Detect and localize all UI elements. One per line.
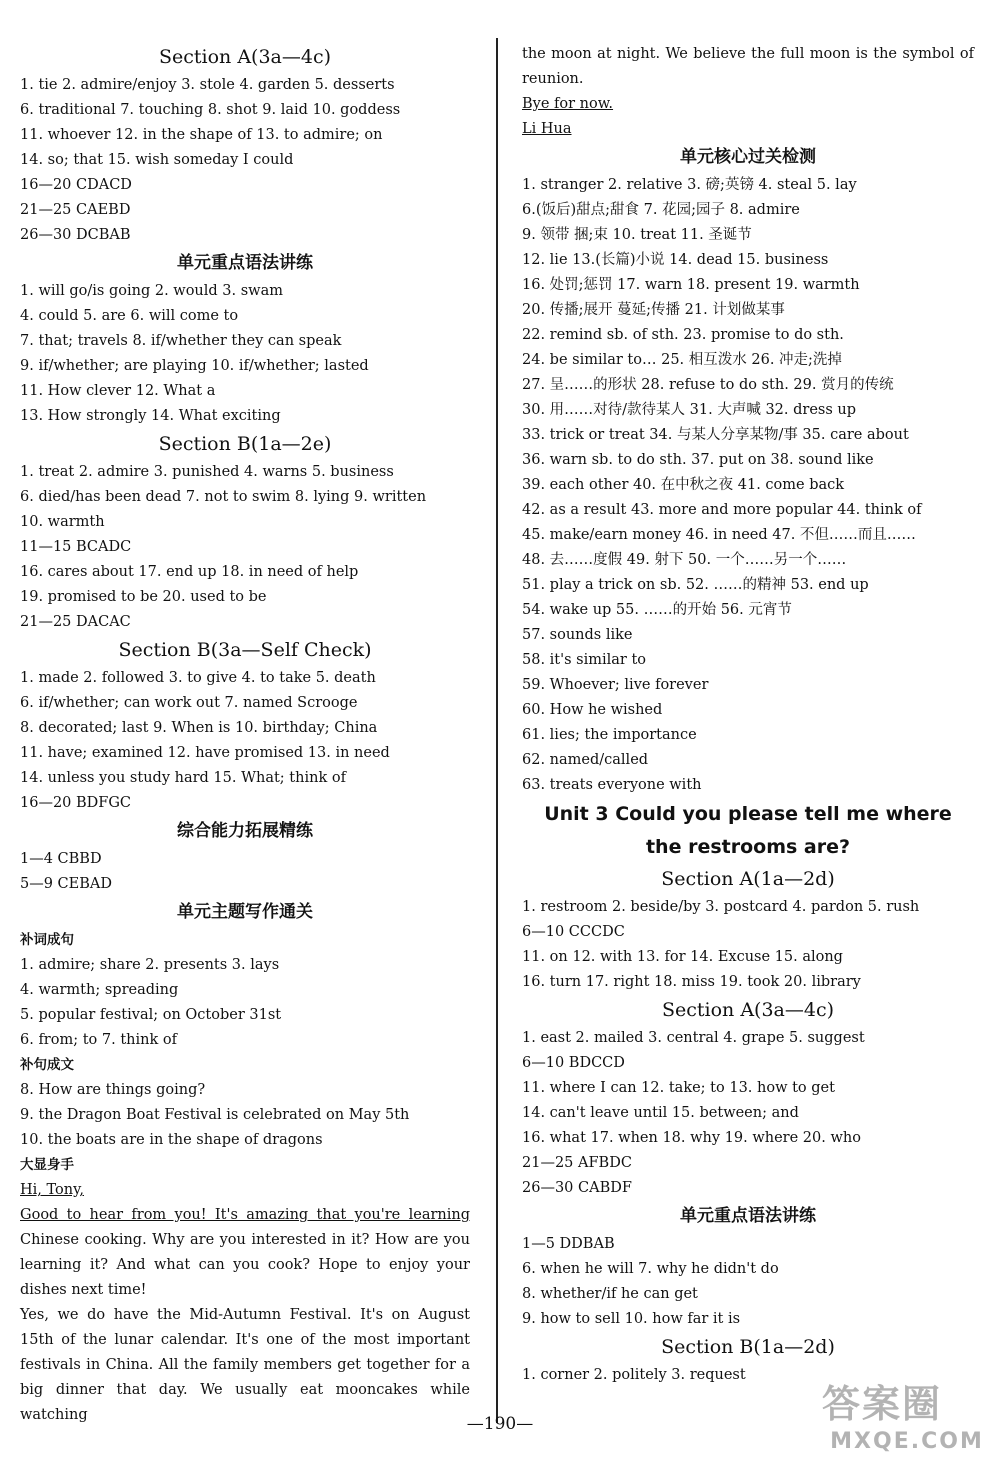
section-header: Section B(3a—Self Check): [118, 639, 372, 661]
answer-line: 1—5 DDBAB: [522, 1236, 615, 1252]
answer-line: 11. where I can 12. take; to 13. how to get: [522, 1080, 835, 1096]
answer-line: 1. corner 2. politely 3. request: [522, 1367, 746, 1383]
answer-line: 11. have; examined 12. have promised 13. in need: [20, 745, 390, 761]
letter-paragraph-2: [20, 1303, 470, 1428]
section-header: Section A(1a—2d): [661, 868, 835, 890]
answer-line: 9. if/whether; are playing 10. if/whether; lasted: [20, 358, 369, 374]
answer-line: 14. so; that 15. wish someday I could: [20, 152, 294, 168]
letter-paragraph-1: [20, 1203, 470, 1303]
answer-line: 11. How clever 12. What a: [20, 383, 216, 399]
answer-line: 48. 去……度假 49. 射下 50. 一个……另一个……: [522, 552, 847, 568]
answer-line: 11. whoever 12. in the shape of 13. to admire; on: [20, 127, 383, 143]
answer-line: 16. turn 17. right 18. miss 19. took 20. library: [522, 974, 861, 990]
answer-line: 1—4 CBBD: [20, 851, 102, 867]
answer-line: 16. 处罚;惩罚 17. warn 18. present 19. warmth: [522, 277, 860, 293]
answer-line: 21—25 AFBDC: [522, 1155, 632, 1171]
answer-line: 6. traditional 7. touching 8. shot 9. laid 10. goddess: [20, 102, 401, 118]
section-header: Section A(3a—4c): [158, 46, 332, 68]
left-answer-list: [20, 42, 470, 1203]
answer-line: 16—20 CDACD: [20, 177, 132, 193]
answer-line: 58. it's similar to: [522, 652, 647, 668]
letter-closing: [522, 92, 974, 117]
answer-line: 6—10 CCCDC: [522, 924, 625, 940]
watermark-logo-cn: 答案圈: [822, 1382, 943, 1426]
letter-paragraph-2-continued: the moon at night. We believe the full moon is the symbol of reunion.: [522, 46, 974, 87]
answer-line: 9. how to sell 10. how far it is: [522, 1311, 741, 1327]
answer-line: 6. from; to 7. think of: [20, 1032, 177, 1048]
answer-line: 45. make/earn money 46. in need 47. 不但……而且……: [522, 527, 916, 543]
answer-line: 11. on 12. with 13. for 14. Excuse 15. along: [522, 949, 843, 965]
answer-line: 33. trick or treat 34. 与某人分享某物/事 35. care about: [522, 427, 909, 443]
section-header-cn: 单元核心过关检测: [680, 147, 816, 167]
answer-line: 42. as a result 43. more and more popular 44. think of: [522, 502, 922, 518]
subsection-label: 大显身手: [20, 1157, 74, 1173]
watermark-logo-en: MXQE.COM: [830, 1429, 984, 1454]
section-header: Section A(3a—4c): [661, 999, 835, 1021]
answer-line: 1. will go/is going 2. would 3. swam: [20, 283, 283, 299]
letter-signature: [522, 117, 974, 142]
answer-line: 26—30 DCBAB: [20, 227, 131, 243]
unit-title-line-2: the restrooms are?: [645, 836, 851, 858]
answer-line: 7. that; travels 8. if/whether they can speak: [20, 333, 342, 349]
answer-line: 1. made 2. followed 3. to give 4. to take 5. death: [20, 670, 376, 686]
section-header-cn: 单元重点语法讲练: [177, 253, 313, 273]
answer-line: 22. remind sb. of sth. 23. promise to do sth.: [522, 327, 844, 343]
answer-line: 63. treats everyone with: [522, 777, 702, 793]
answer-line: 1. stranger 2. relative 3. 磅;英镑 4. steal 5. lay: [522, 177, 857, 193]
subsection-label: 补词成句: [20, 932, 74, 948]
answer-line: 1. treat 2. admire 3. punished 4. warns 5. business: [20, 464, 394, 480]
answer-line: 14. can't leave until 15. between; and: [522, 1105, 799, 1121]
left-column: [20, 42, 470, 1428]
answer-line: 26—30 CABDF: [522, 1180, 632, 1196]
answer-line: 6.(饭后)甜点;甜食 7. 花园;园子 8. admire: [522, 202, 800, 218]
answer-line: 8. whether/if he can get: [522, 1286, 698, 1302]
answer-line: 9. 领带 捆;束 10. treat 11. 圣诞节: [522, 227, 752, 243]
watermark-logo: [822, 1380, 992, 1468]
answer-line: 16. what 17. when 18. why 19. where 20. who: [522, 1130, 861, 1146]
answer-line: 27. 呈……的形状 28. refuse to do sth. 29. 赏月的传统: [522, 377, 894, 393]
section-header-cn: 单元主题写作通关: [177, 902, 313, 922]
answer-line: 14. unless you study hard 15. What; think of: [20, 770, 346, 786]
section-header-cn: 单元重点语法讲练: [680, 1206, 816, 1226]
answer-line: 59. Whoever; live forever: [522, 677, 709, 693]
answer-line: 61. lies; the importance: [522, 727, 697, 743]
answer-line: 6. if/whether; can work out 7. named Scrooge: [20, 695, 358, 711]
answer-line: 62. named/called: [522, 752, 649, 768]
right-answer-list-b: [522, 864, 974, 1388]
unit-title-line-1: Unit 3 Could you please tell me where: [544, 803, 952, 825]
answer-line: 5. popular festival; on October 31st: [20, 1007, 282, 1023]
answer-line: 54. wake up 55. ……的开始 56. 元宵节: [522, 602, 792, 618]
letter-greeting: Hi, Tony,: [20, 1182, 84, 1198]
letter-signature-text: Li Hua: [522, 121, 572, 137]
answer-line: 1. east 2. mailed 3. central 4. grape 5. suggest: [522, 1030, 865, 1046]
answer-line: 36. warn sb. to do sth. 37. put on 38. sound like: [522, 452, 874, 468]
column-divider: [496, 38, 498, 1423]
letter-continuation: [522, 42, 974, 92]
answer-line: 51. play a trick on sb. 52. ……的精神 53. end up: [522, 577, 869, 593]
right-column: [522, 42, 974, 1388]
unit-title: [522, 798, 974, 864]
answer-line: 12. lie 13.(长篇)小说 14. dead 15. business: [522, 252, 829, 268]
answer-line: 9. the Dragon Boat Festival is celebrated on May 5th: [20, 1107, 410, 1123]
answer-line: 4. warmth; spreading: [20, 982, 179, 998]
section-header: Section B(1a—2e): [158, 433, 332, 455]
letter-closing-text: Bye for now.: [522, 96, 614, 112]
right-answer-list-a: [522, 142, 974, 798]
letter-body: [20, 1203, 470, 1428]
answer-line: 11—15 BCADC: [20, 539, 132, 555]
page-number: —190—: [466, 1414, 534, 1434]
letter-paragraph-2-text: Yes, we do have the Mid-Autumn Festival. It's on August 15th of the lunar calendar. It's one of the most important festivals in China. All the family members get together for a big dinner that day. We usually eat mooncakes while watching: [20, 1307, 470, 1423]
answer-line: 16—20 BDFGC: [20, 795, 132, 811]
answer-line: 20. 传播;展开 蔓延;传播 21. 计划做某事: [522, 302, 785, 318]
letter-underlined-opening: Good to hear from you! It's amazing that you're learning: [20, 1207, 470, 1223]
answer-line: 1. tie 2. admire/enjoy 3. stole 4. garden 5. desserts: [20, 77, 395, 93]
answer-line: 13. How strongly 14. What exciting: [20, 408, 281, 424]
answer-line: 30. 用……对待/款待某人 31. 大声喊 32. dress up: [522, 402, 857, 418]
answer-line: [20, 1178, 470, 1203]
answer-line: 1. restroom 2. beside/by 3. postcard 4. pardon 5. rush: [522, 899, 920, 915]
answer-line: 24. be similar to… 25. 相互泼水 26. 冲走;洗掉: [522, 352, 842, 368]
section-header: Section B(1a—2d): [661, 1336, 835, 1358]
answer-line: 16. cares about 17. end up 18. in need of help: [20, 564, 359, 580]
letter-paragraph-1-text: Chinese cooking. Why are you interested in it? How are you learning it? And what can you cook? Hope to enjoy your dishes next time!: [20, 1232, 470, 1298]
answer-line: 57. sounds like: [522, 627, 633, 643]
answer-line: 4. could 5. are 6. will come to: [20, 308, 239, 324]
answer-line: 10. warmth: [20, 514, 105, 530]
answer-line: 21—25 CAEBD: [20, 202, 131, 218]
answer-line: 8. How are things going?: [20, 1082, 206, 1098]
answer-line: 6. when he will 7. why he didn't do: [522, 1261, 779, 1277]
answer-line: 6—10 BDCCD: [522, 1055, 625, 1071]
answer-line: 19. promised to be 20. used to be: [20, 589, 267, 605]
answer-line: 6. died/has been dead 7. not to swim 8. lying 9. written: [20, 489, 427, 505]
answer-line: 21—25 DACAC: [20, 614, 131, 630]
answer-line: 1. admire; share 2. presents 3. lays: [20, 957, 280, 973]
answer-line: 8. decorated; last 9. When is 10. birthday; China: [20, 720, 378, 736]
answer-line: 10. the boats are in the shape of dragons: [20, 1132, 323, 1148]
subsection-label: 补句成文: [20, 1057, 74, 1073]
answer-line: 39. each other 40. 在中秋之夜 41. come back: [522, 477, 845, 493]
answer-line: 5—9 CEBAD: [20, 876, 112, 892]
section-header-cn: 综合能力拓展精练: [177, 821, 313, 841]
answer-line: 60. How he wished: [522, 702, 663, 718]
